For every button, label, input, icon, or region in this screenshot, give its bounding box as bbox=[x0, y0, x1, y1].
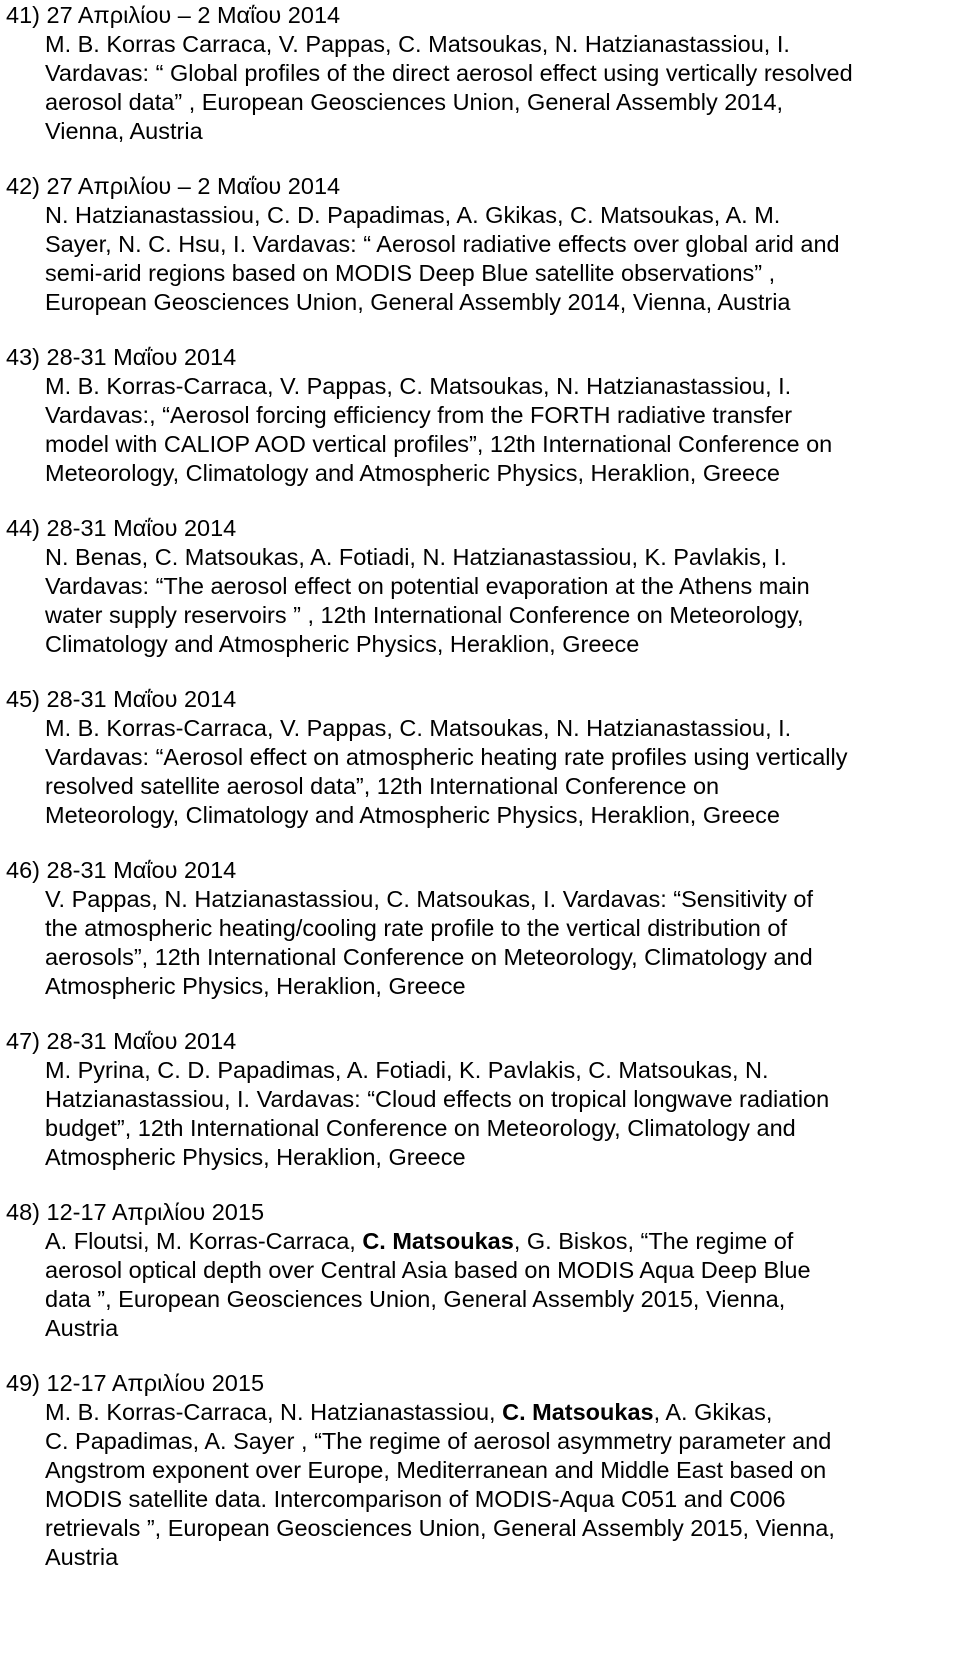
entry-text-line: Atmospheric Physics, Heraklion, Greece bbox=[45, 1144, 466, 1170]
entry-text-line: Meteorology, Climatology and Atmospheric Physics, Heraklion, Greece bbox=[45, 460, 780, 486]
entry-number: 41) bbox=[6, 2, 40, 28]
entry-date: 28-31 Μαΐου 2014 bbox=[46, 1028, 237, 1054]
entry-number: 43) bbox=[6, 344, 40, 370]
entry-text-line: aerosol data” , European Geosciences Union, General Assembly 2014, bbox=[45, 89, 784, 115]
entry-text-line: Sayer, N. C. Hsu, I. Vardavas: “ Aerosol radiative effects over global arid and bbox=[45, 231, 840, 257]
entry-text-line: C. Papadimas, A. Sayer , “The regime of aerosol asymmetry parameter and bbox=[45, 1428, 832, 1454]
entry-number: 48) bbox=[6, 1199, 40, 1225]
entry-text-line: model with CALIOP AOD vertical profiles”, 12th International Conference on bbox=[45, 431, 833, 457]
entry-number: 44) bbox=[6, 515, 40, 541]
entry-text-line: semi-arid regions based on MODIS Deep Blue satellite observations” , bbox=[45, 260, 776, 286]
entry-text-line: A. Floutsi, M. Korras-Carraca, C. Matsoukas, G. Biskos, “The regime of bbox=[45, 1228, 794, 1254]
entry-header bbox=[6, 684, 236, 714]
entry-date: 28-31 Μαΐου 2014 bbox=[46, 515, 237, 541]
entry-header bbox=[6, 0, 340, 30]
entry-text-line: M. B. Korras Carraca, V. Pappas, C. Matsoukas, N. Hatzianastassiou, I. bbox=[45, 31, 790, 57]
entry-date: 12-17 Απριλίου 2015 bbox=[46, 1199, 265, 1225]
entry-date: 28-31 Μαΐου 2014 bbox=[46, 344, 237, 370]
entry-number: 47) bbox=[6, 1028, 40, 1054]
entry-header bbox=[6, 513, 236, 543]
entry-header bbox=[6, 1197, 264, 1227]
entry-text-line: Meteorology, Climatology and Atmospheric Physics, Heraklion, Greece bbox=[45, 802, 780, 828]
entry-header bbox=[6, 1026, 236, 1056]
entry-date: 27 Απριλίου – 2 Μαΐου 2014 bbox=[46, 2, 341, 28]
entry-text-line: Austria bbox=[45, 1544, 119, 1570]
entry-text-line: Climatology and Atmospheric Physics, Heraklion, Greece bbox=[45, 631, 640, 657]
entry-text-line: V. Pappas, N. Hatzianastassiou, C. Matsoukas, I. Vardavas: “Sensitivity of bbox=[45, 886, 814, 912]
entry-header bbox=[6, 1368, 264, 1398]
entry-date: 12-17 Απριλίου 2015 bbox=[46, 1370, 265, 1396]
entry-text-line: Vardavas: “ Global profiles of the direct aerosol effect using vertically resolved bbox=[45, 60, 853, 86]
entry-text-line: M. Pyrina, C. D. Papadimas, A. Fotiadi, K. Pavlakis, C. Matsoukas, N. bbox=[45, 1057, 769, 1083]
entry-text-line: the atmospheric heating/cooling rate profile to the vertical distribution of bbox=[45, 915, 787, 941]
entry-text-line: aerosols”, 12th International Conference on Meteorology, Climatology and bbox=[45, 944, 813, 970]
entry-text-line: MODIS satellite data. Intercomparison of MODIS-Aqua C051 and C006 bbox=[45, 1486, 786, 1512]
entry-text-line: M. B. Korras-Carraca, V. Pappas, C. Matsoukas, N. Hatzianastassiou, I. bbox=[45, 715, 792, 741]
entry-text-line: Vardavas: “Aerosol effect on atmospheric heating rate profiles using vertically bbox=[45, 744, 848, 770]
entry-date: 27 Απριλίου – 2 Μαΐου 2014 bbox=[46, 173, 341, 199]
entry-text-line: M. B. Korras-Carraca, N. Hatzianastassiou, C. Matsoukas, A. Gkikas, bbox=[45, 1399, 773, 1425]
entry-text-line: Austria bbox=[45, 1315, 119, 1341]
entry-text-line: budget”, 12th International Conference on Meteorology, Climatology and bbox=[45, 1115, 796, 1141]
entry-text-line: Vienna, Austria bbox=[45, 118, 203, 144]
entry-date: 28-31 Μαΐου 2014 bbox=[46, 686, 237, 712]
entry-text-line: aerosol optical depth over Central Asia based on MODIS Aqua Deep Blue bbox=[45, 1257, 811, 1283]
entry-header bbox=[6, 171, 340, 201]
entry-header bbox=[6, 855, 236, 885]
entry-text-line: Vardavas: “The aerosol effect on potential evaporation at the Athens main bbox=[45, 573, 810, 599]
entry-text-line: N. Hatzianastassiou, C. D. Papadimas, A. Gkikas, C. Matsoukas, A. M. bbox=[45, 202, 781, 228]
entry-text-line: European Geosciences Union, General Assembly 2014, Vienna, Austria bbox=[45, 289, 791, 315]
entry-header bbox=[6, 342, 236, 372]
entry-text-line: Angstrom exponent over Europe, Mediterranean and Middle East based on bbox=[45, 1457, 827, 1483]
entry-number: 42) bbox=[6, 173, 40, 199]
entry-text-line: Vardavas:, “Aerosol forcing efficiency from the FORTH radiative transfer bbox=[45, 402, 793, 428]
entry-text-line: N. Benas, C. Matsoukas, A. Fotiadi, N. Hatzianastassiou, K. Pavlakis, I. bbox=[45, 544, 787, 570]
entry-text-line: water supply reservoirs ” , 12th International Conference on Meteorology, bbox=[45, 602, 804, 628]
entry-number: 45) bbox=[6, 686, 40, 712]
entry-text-line: data ”, European Geosciences Union, General Assembly 2015, Vienna, bbox=[45, 1286, 786, 1312]
entry-text-line: M. B. Korras-Carraca, V. Pappas, C. Matsoukas, N. Hatzianastassiou, I. bbox=[45, 373, 792, 399]
entry-number: 46) bbox=[6, 857, 40, 883]
entry-date: 28-31 Μαΐου 2014 bbox=[46, 857, 237, 883]
entry-number: 49) bbox=[6, 1370, 40, 1396]
entry-text-line: Hatzianastassiou, I. Vardavas: “Cloud effects on tropical longwave radiation bbox=[45, 1086, 830, 1112]
entry-text-line: retrievals ”, European Geosciences Union, General Assembly 2015, Vienna, bbox=[45, 1515, 835, 1541]
entry-text-line: resolved satellite aerosol data”, 12th International Conference on bbox=[45, 773, 720, 799]
entry-text-line: Atmospheric Physics, Heraklion, Greece bbox=[45, 973, 466, 999]
